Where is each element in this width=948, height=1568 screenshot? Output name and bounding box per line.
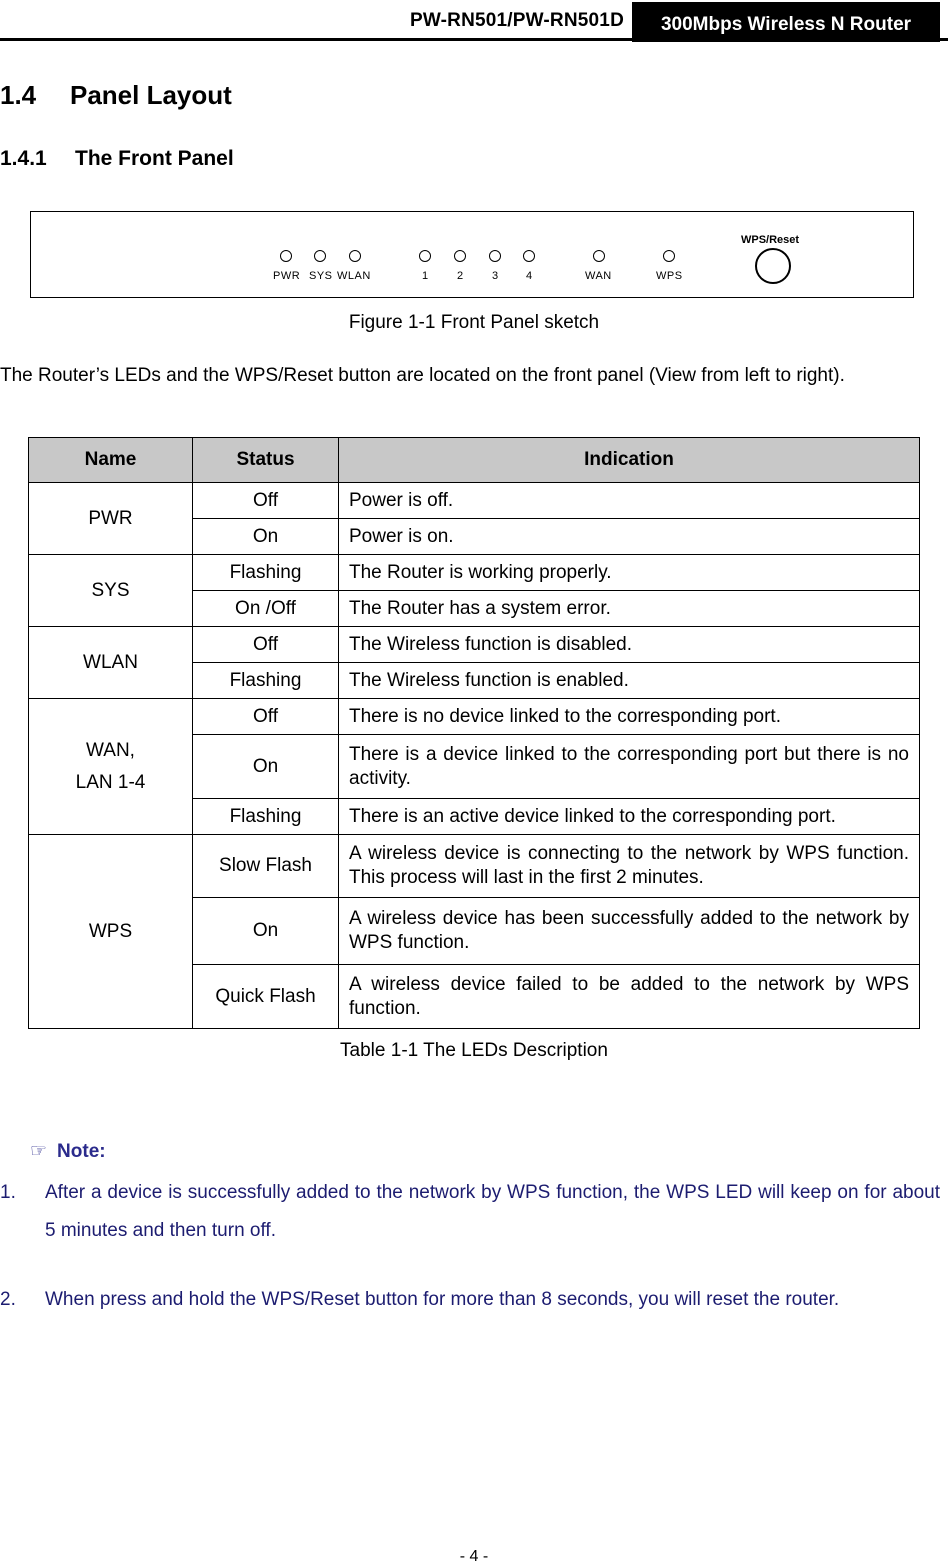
cell-status: Off	[193, 627, 339, 663]
cell-indication: The Wireless function is disabled.	[339, 627, 920, 663]
cell-name: PWR	[29, 483, 193, 555]
cell-status: Slow Flash	[193, 835, 339, 898]
led-label-wan: WAN	[585, 270, 612, 282]
led-port3-icon	[489, 250, 501, 262]
table-row	[29, 699, 920, 735]
led-label-pwr: PWR	[273, 270, 301, 282]
cell-indication: The Router is working properly.	[339, 555, 920, 591]
pointing-hand-icon: ☞	[30, 1141, 48, 1162]
cell-status: On	[193, 735, 339, 799]
cell-indication: There is no device linked to the corresponding port.	[339, 699, 920, 735]
led-pwr-icon	[280, 250, 292, 262]
note-item-number: 1.	[0, 1182, 16, 1203]
led-label-wlan: WLAN	[337, 270, 371, 282]
table-header-row	[29, 438, 920, 483]
cell-indication: The Wireless function is enabled.	[339, 663, 920, 699]
cell-name-line1: WAN,	[86, 739, 135, 761]
header-model: PW-RN501/PW-RN501D	[410, 10, 624, 31]
header-name: Name	[29, 438, 193, 483]
cell-name: WPS	[29, 835, 193, 1029]
table-row	[29, 483, 920, 519]
led-label-sys: SYS	[309, 270, 333, 282]
section-title: Panel Layout	[70, 80, 232, 110]
cell-status: On /Off	[193, 591, 339, 627]
wps-reset-label: WPS/Reset	[741, 234, 800, 246]
cell-indication: Power is off.	[339, 483, 920, 519]
cell-indication: A wireless device failed to be added to the network by WPS function.	[339, 965, 920, 1029]
led-port4-icon	[523, 250, 535, 262]
cell-indication: The Router has a system error.	[339, 591, 920, 627]
subsection-number: 1.4.1	[0, 147, 47, 170]
led-label-3: 3	[492, 270, 499, 282]
table-row	[29, 627, 920, 663]
led-wlan-icon	[349, 250, 361, 262]
header-rule	[0, 38, 948, 41]
subsection-title: The Front Panel	[75, 147, 234, 170]
cell-name: SYS	[29, 555, 193, 627]
table-row	[29, 555, 920, 591]
table-row	[29, 835, 920, 898]
cell-status: Flashing	[193, 799, 339, 835]
led-wps-icon	[663, 250, 675, 262]
page-header	[0, 0, 948, 42]
wps-reset-button-icon	[755, 248, 791, 284]
cell-name	[29, 699, 193, 835]
cell-status: On	[193, 519, 339, 555]
led-description-table	[28, 437, 920, 1029]
cell-status: Quick Flash	[193, 965, 339, 1029]
led-port1-icon	[419, 250, 431, 262]
cell-status: Off	[193, 483, 339, 519]
note-item-text: After a device is successfully added to the network by WPS function, the WPS LED will keep on for about 5 minutes and then turn off.	[45, 1182, 940, 1241]
header-indication: Indication	[339, 438, 920, 483]
front-panel-sketch	[30, 211, 914, 298]
cell-indication: Power is on.	[339, 519, 920, 555]
section-heading	[0, 80, 232, 111]
led-sys-icon	[314, 250, 326, 262]
note-item-1	[0, 1174, 940, 1250]
cell-indication: A wireless device is connecting to the network by WPS function. This process will last in the first 2 minutes.	[339, 835, 920, 898]
cell-status: Off	[193, 699, 339, 735]
header-status: Status	[193, 438, 339, 483]
led-wan-icon	[593, 250, 605, 262]
cell-indication: A wireless device has been successfully added to the network by WPS function.	[339, 898, 920, 965]
cell-status: On	[193, 898, 339, 965]
cell-name: WLAN	[29, 627, 193, 699]
cell-status: Flashing	[193, 555, 339, 591]
figure-caption: Figure 1-1 Front Panel sketch	[348, 312, 600, 333]
note-item-number: 2.	[0, 1289, 16, 1310]
subsection-heading	[0, 147, 234, 171]
led-label-1: 1	[422, 270, 429, 282]
table-caption: Table 1-1 The LEDs Description	[340, 1040, 608, 1061]
note-item-2	[0, 1281, 940, 1319]
led-label-wps: WPS	[656, 270, 683, 282]
led-label-4: 4	[526, 270, 533, 282]
led-label-2: 2	[457, 270, 464, 282]
intro-paragraph: The Router’s LEDs and the WPS/Reset button are located on the front panel (View from left to right).	[0, 365, 845, 386]
cell-indication: There is a device linked to the corresponding port but there is no activity.	[339, 735, 920, 799]
header-product: 300Mbps Wireless N Router	[632, 2, 940, 42]
note-item-text: When press and hold the WPS/Reset button for more than 8 seconds, you will reset the router.	[45, 1289, 840, 1310]
cell-name-line2: LAN 1-4	[75, 771, 146, 793]
section-number: 1.4	[0, 80, 37, 110]
led-port2-icon	[454, 250, 466, 262]
cell-indication: There is an active device linked to the corresponding port.	[339, 799, 920, 835]
note-heading	[30, 1140, 106, 1163]
cell-status: Flashing	[193, 663, 339, 699]
page-number: - 4 -	[459, 1548, 489, 1565]
note-label: Note:	[57, 1141, 106, 1162]
